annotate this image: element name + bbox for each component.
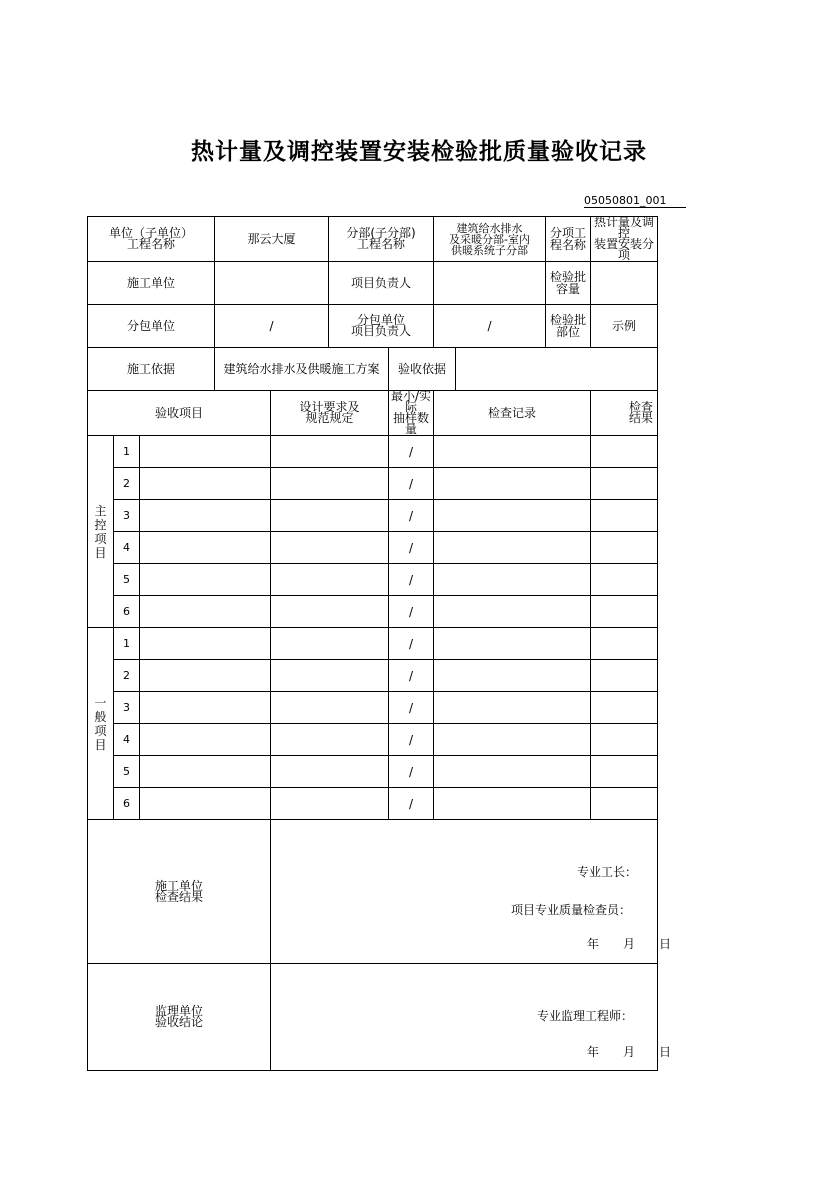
col-header-sample: 最小/实际 抽样数量 (389, 391, 434, 436)
row-number: 2 (114, 660, 140, 692)
row-number: 5 (114, 756, 140, 788)
division-name-value: 建筑给水排水 及采暖分部-室内 供暖系统子分部 (434, 217, 546, 262)
unit-name-value: 那云大厦 (215, 217, 329, 262)
row-number: 3 (114, 500, 140, 532)
item-cell (140, 692, 271, 724)
item-cell (140, 500, 271, 532)
row-number: 3 (114, 692, 140, 724)
main-control-group-label: 主控项目 (88, 436, 114, 628)
batch-capacity-label: 检验批容量 (546, 262, 591, 305)
result-cell (591, 692, 658, 724)
design-cell (271, 692, 389, 724)
result-cell (591, 468, 658, 500)
record-cell (434, 756, 591, 788)
sample-cell: / (389, 724, 434, 756)
record-cell (434, 692, 591, 724)
result-cell (591, 756, 658, 788)
record-cell (434, 596, 591, 628)
form-code: 05050801_001 (584, 194, 686, 208)
design-cell (271, 660, 389, 692)
design-cell (271, 532, 389, 564)
sample-cell: / (389, 500, 434, 532)
result-cell (591, 596, 658, 628)
division-name-label: 分部(子分部) 工程名称 (329, 217, 434, 262)
result-cell (591, 788, 658, 820)
design-cell (271, 468, 389, 500)
design-cell (271, 628, 389, 660)
sub-pm-value: / (434, 305, 546, 348)
item-cell (140, 756, 271, 788)
subcontractor-label: 分包单位 (88, 305, 215, 348)
subitem-name-value: 热计量及调控 装置安装分项 (591, 217, 658, 262)
row-number: 5 (114, 564, 140, 596)
supervising-engineer-label: 专业监理工程师： (537, 1009, 634, 1023)
sample-cell: / (389, 564, 434, 596)
row-number: 1 (114, 628, 140, 660)
row-number: 4 (114, 532, 140, 564)
design-cell (271, 724, 389, 756)
contractor-check-area (271, 820, 672, 964)
contractor-check-label: 施工单位 检查结果 (88, 820, 271, 964)
contractor-label: 施工单位 (88, 262, 215, 305)
item-cell (140, 788, 271, 820)
row-number: 6 (114, 788, 140, 820)
unit-name-label: 单位（子单位） 工程名称 (88, 217, 215, 262)
col-header-record: 检查记录 (434, 391, 591, 436)
result-cell (591, 532, 658, 564)
construction-basis-label: 施工依据 (88, 348, 215, 391)
item-cell (140, 628, 271, 660)
record-cell (434, 532, 591, 564)
contractor-date: 年 月 日 (587, 937, 672, 951)
result-cell (591, 724, 658, 756)
inspection-form-table (87, 215, 672, 1071)
design-cell (271, 500, 389, 532)
sample-cell: / (389, 436, 434, 468)
construction-basis-value: 建筑给水排水及供暖施工方案 (215, 348, 389, 391)
contractor-value (215, 262, 329, 305)
supervisor-date: 年 月 日 (587, 1045, 672, 1059)
result-cell (591, 500, 658, 532)
project-manager-value (434, 262, 546, 305)
item-cell (140, 436, 271, 468)
record-cell (434, 788, 591, 820)
col-header-item: 验收项目 (88, 391, 271, 436)
supervisor-check-label: 监理单位 验收结论 (88, 964, 271, 1071)
sample-cell: / (389, 468, 434, 500)
record-cell (434, 628, 591, 660)
general-group-label: 一般项目 (88, 628, 114, 820)
item-cell (140, 532, 271, 564)
sample-cell: / (389, 692, 434, 724)
record-cell (434, 436, 591, 468)
sample-cell: / (389, 756, 434, 788)
item-cell (140, 660, 271, 692)
acceptance-basis-value (456, 348, 658, 391)
result-cell (591, 436, 658, 468)
page-title: 热计量及调控装置安装检验批质量验收记录 (191, 138, 647, 165)
sample-cell: / (389, 532, 434, 564)
batch-capacity-value (591, 262, 658, 305)
design-cell (271, 564, 389, 596)
item-cell (140, 468, 271, 500)
sample-cell: / (389, 660, 434, 692)
col-header-design: 设计要求及 规范规定 (271, 391, 389, 436)
item-cell (140, 724, 271, 756)
row-number: 1 (114, 436, 140, 468)
item-cell (140, 596, 271, 628)
result-cell (591, 628, 658, 660)
record-cell (434, 564, 591, 596)
quality-inspector-label: 项目专业质量检查员： (511, 903, 632, 917)
batch-location-label: 检验批部位 (546, 305, 591, 348)
design-cell (271, 436, 389, 468)
design-cell (271, 756, 389, 788)
acceptance-basis-label: 验收依据 (389, 348, 456, 391)
subcontractor-value: / (215, 305, 329, 348)
record-cell (434, 500, 591, 532)
result-cell (591, 660, 658, 692)
sample-cell: / (389, 596, 434, 628)
project-manager-label: 项目负责人 (329, 262, 434, 305)
design-cell (271, 596, 389, 628)
sample-cell: / (389, 788, 434, 820)
sub-pm-label: 分包单位 项目负责人 (329, 305, 434, 348)
record-cell (434, 724, 591, 756)
row-number: 2 (114, 468, 140, 500)
sample-cell: / (389, 628, 434, 660)
subitem-name-label: 分项工程名称 (546, 217, 591, 262)
row-number: 4 (114, 724, 140, 756)
design-cell (271, 788, 389, 820)
supervisor-check-area (271, 964, 672, 1071)
record-cell (434, 660, 591, 692)
foreman-signature-label: 专业工长： (577, 865, 638, 879)
record-cell (434, 468, 591, 500)
item-cell (140, 564, 271, 596)
result-cell (591, 564, 658, 596)
batch-location-value: 示例 (591, 305, 658, 348)
row-number: 6 (114, 596, 140, 628)
col-header-result: 检查 结果 (591, 391, 658, 436)
